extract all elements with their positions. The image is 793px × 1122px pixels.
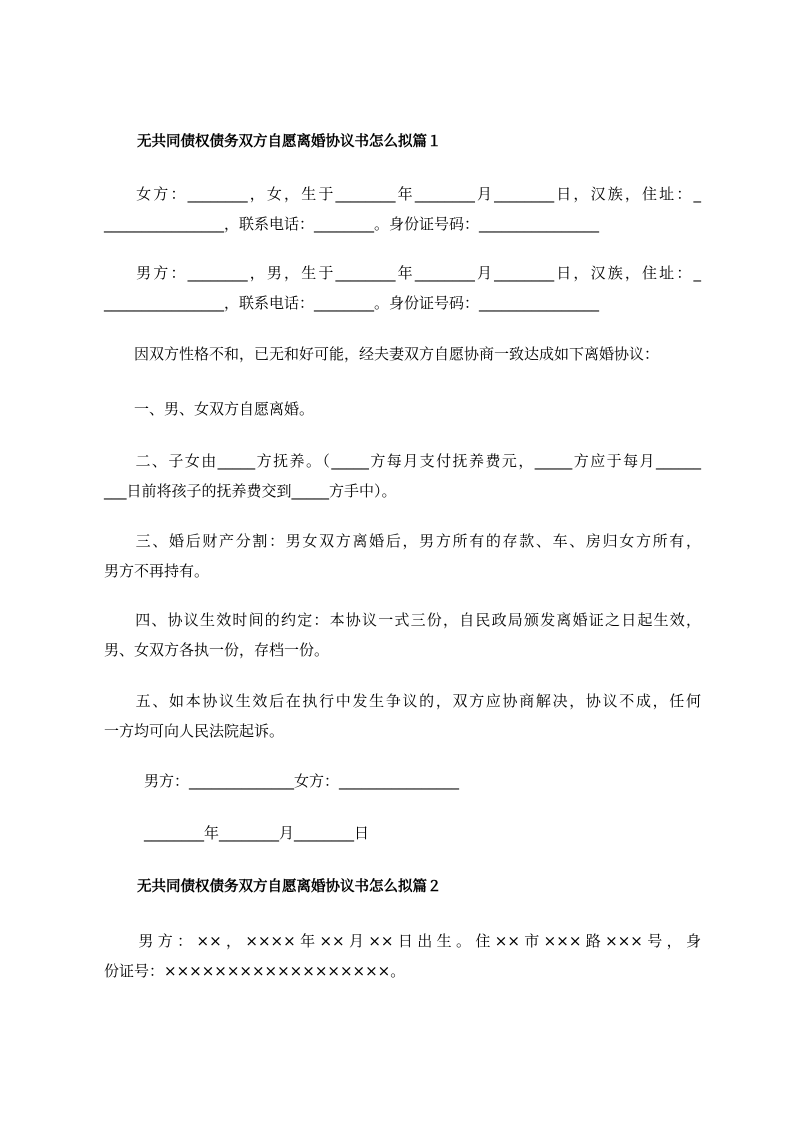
date-text: ________年________月________日 — [144, 824, 370, 842]
wife-info-line-2: ________________，联系电话：________。身份证号码：________________ — [104, 215, 600, 233]
signature-text: 男方：______________女方：________________ — [144, 772, 460, 790]
clause-2-line-1: 二、子女由_____方抚养。（_____方每月支付抚养费元，_____方应于每月______ — [134, 452, 701, 470]
clause-1-paragraph — [104, 394, 701, 424]
clause-5-paragraph — [104, 686, 701, 746]
clause-2-paragraph — [104, 446, 701, 506]
intro-text: 因双方性格不和，已无和好可能，经夫妻双方自愿协商一致达成如下离婚协议： — [134, 345, 660, 363]
section-2-husband-line-2: 份证号：××××××××××××××××××。 — [104, 962, 406, 980]
husband-info-line-2: ________________，联系电话：________。身份证号码：________________ — [104, 294, 600, 312]
clause-5-line-2: 一方均可向人民法院起诉。 — [104, 722, 285, 740]
clause-3-line-2: 男方不再持有。 — [104, 562, 210, 580]
section-1-heading: 无共同债权债务双方自愿离婚协议书怎么拟篇１ — [137, 134, 442, 150]
section-2-heading: 无共同债权债务双方自愿离婚协议书怎么拟篇２ — [137, 879, 442, 895]
signature-line — [144, 766, 459, 796]
husband-info-paragraph — [104, 258, 701, 318]
clause-1-text: 一、男、女双方自愿离婚。 — [134, 400, 315, 418]
section-2-husband-paragraph — [104, 926, 701, 986]
intro-paragraph — [104, 339, 701, 369]
husband-info-line-1: 男方：________，男，生于________年________月________日，汉族，住址：_ — [134, 264, 701, 282]
section-2-husband-line-1: 男方：××，××××年××月××日出生。住××市×××路×××号，身 — [134, 932, 701, 950]
date-line — [144, 818, 369, 848]
clause-2-line-2: ___日前将孩子的抚养费交到_____方手中）。 — [104, 482, 397, 500]
wife-info-line-1: 女方：________，女，生于________年________月________日，汉族，住址：_ — [134, 185, 701, 203]
clause-3-line-1: 三、婚后财产分割：男女双方离婚后，男方所有的存款、车、房归女方所有， — [134, 532, 701, 550]
clause-3-paragraph — [104, 526, 701, 586]
wife-info-paragraph — [104, 179, 701, 239]
clause-4-paragraph — [104, 605, 701, 665]
clause-4-line-2: 男、女双方各执一份，存档一份。 — [104, 641, 330, 659]
clause-4-line-1: 四、协议生效时间的约定：本协议一式三份，自民政局颁发离婚证之日起生效， — [134, 611, 701, 629]
clause-5-line-1: 五、如本协议生效后在执行中发生争议的，双方应协商解决，协议不成，任何 — [134, 692, 701, 710]
